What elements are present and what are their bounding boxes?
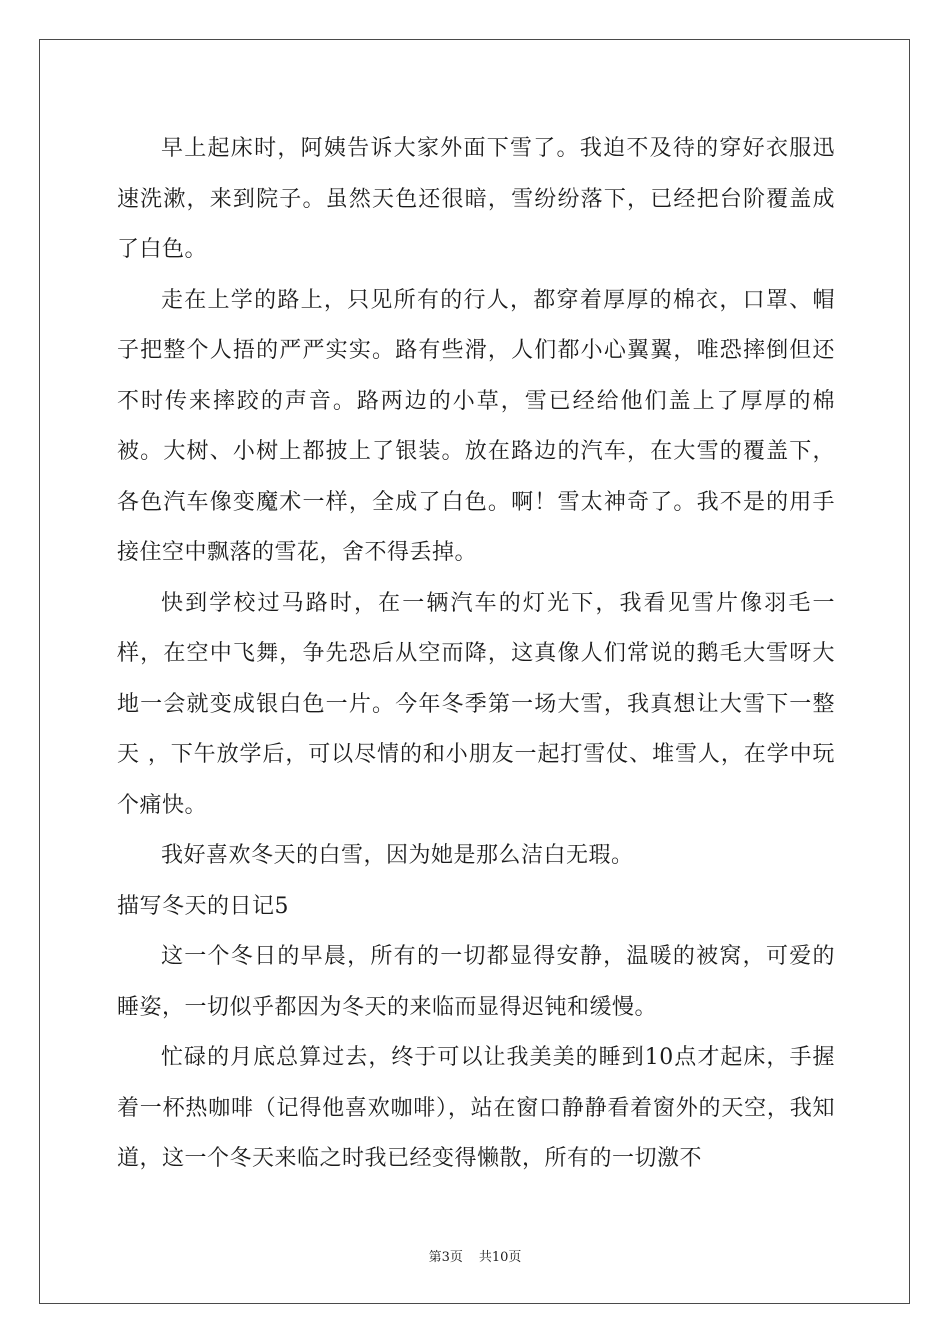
document-body <box>117 124 835 1185</box>
page-number: 第3页 <box>428 1250 463 1265</box>
page-total: 共10页 <box>478 1250 522 1265</box>
page-footer <box>0 1246 950 1265</box>
paragraph: 我好喜欢冬天的白雪，因为她是那么洁白无瑕。 <box>161 843 634 868</box>
section-heading: 描写冬天的日记5 <box>117 893 289 919</box>
paragraph: 走在上学的路上，只见所有的行人，都穿着厚厚的棉衣，口罩、帽子把整个人捂的严严实实。路有些滑，人们都小心翼翼，唯恐摔倒但还不时传来摔跤的声音。路两边的小草，雪已经给他们盖上了厚厚的棉被。大树、小树上都披上了银装。放在路边的汽车，在大雪的覆盖下，各色汽车像变魔术一样，全成了白色。啊！雪太神奇了。我不是的用手接住空中飘落的雪花，舍不得丢掉。 <box>117 287 835 565</box>
paragraph: 早上起床时，阿姨告诉大家外面下雪了。我迫不及待的穿好衣服迅速洗漱，来到院子。虽然天色还很暗，雪纷纷落下，已经把台阶覆盖成了白色。 <box>117 136 835 262</box>
paragraph: 这一个冬日的早晨，所有的一切都显得安静，温暖的被窝，可爱的睡姿，一切似乎都因为冬天的来临而显得迟钝和缓慢。 <box>117 944 835 1020</box>
paragraph: 忙碌的月底总算过去，终于可以让我美美的睡到10点才起床，手握着一杯热咖啡（记得他喜欢咖啡），站在窗口静静看着窗外的天空，我知道，这一个冬天来临之时我已经变得懒散，所有的一切激不 <box>117 1045 835 1171</box>
paragraph: 快到学校过马路时，在一辆汽车的灯光下，我看见雪片像羽毛一样，在空中飞舞，争先恐后从空而降，这真像人们常说的鹅毛大雪呀大地一会就变成银白色一片。今年冬季第一场大雪，我真想让大雪下一整天 ，下午放学后，可以尽情的和小朋友一起打雪仗、堆雪人，在学中玩个痛快。 <box>117 590 835 818</box>
